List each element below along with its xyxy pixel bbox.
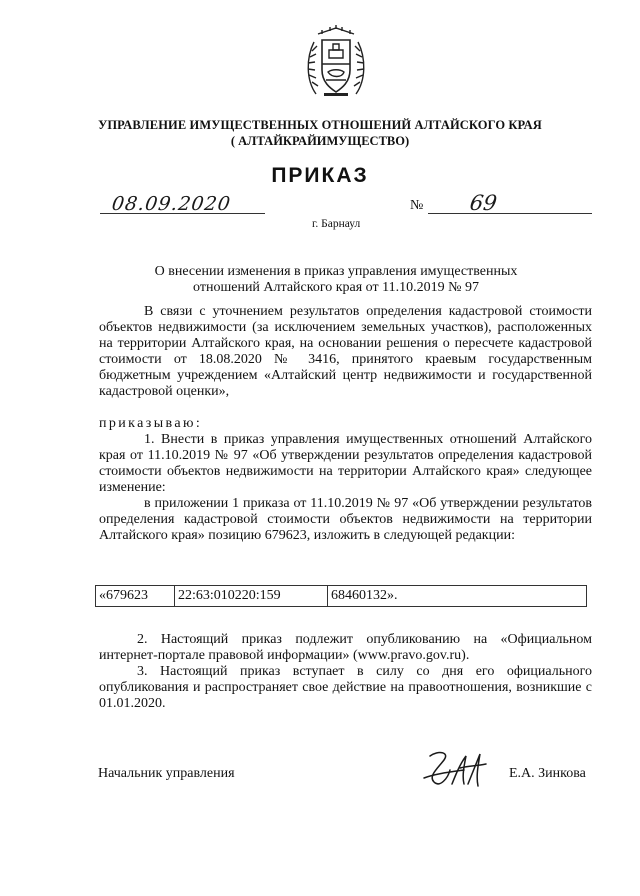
- order-word: приказываю:: [99, 416, 203, 431]
- preamble-paragraph: В связи с уточнением результатов определения кадастровой стоимости объектов недвижимости (за исключением земельных участков), расположенных на территории Алтайского края, на основании решения о пересчете кадастровой стоимости от 18.08.2020 № 3416, принятого краевым государственным бюджетным учреждением «Алтайский центр недвижимости и государственной кадастровой оценки»,: [99, 304, 592, 399]
- record-table: [95, 585, 587, 607]
- cadastral-value-cell: 68460132».: [328, 586, 587, 607]
- document-number: 69: [468, 191, 499, 215]
- date-underline: [100, 212, 265, 214]
- city: г. Барнаул: [312, 218, 361, 230]
- clause-1: 1. Внести в приказ управления имущественных отношений Алтайского края от 11.10.2019 № 97 «Об утверждении результатов определения кадастровой стоимости объектов недвижимости на территории Алтайского края» следующее изменение:: [99, 432, 592, 495]
- organization-name: УПРАВЛЕНИЕ ИМУЩЕСТВЕННЫХ ОТНОШЕНИЙ АЛТАЙСКОГО КРАЯ: [98, 118, 542, 132]
- position-cell: «679623: [96, 586, 175, 607]
- number-underline: [428, 212, 592, 214]
- organization-short-name: ( АЛТАЙКРАЙИМУЩЕСТВО): [230, 134, 410, 148]
- coat-of-arms-icon: [304, 24, 368, 98]
- number-label: №: [410, 198, 424, 213]
- signatory-name: Е.А. Зинкова: [509, 766, 586, 781]
- cadastral-number-cell: 22:63:010220:159: [175, 586, 328, 607]
- document-subject: О внесении изменения в приказ управления имущественных отношений Алтайского края от 11.10.2019 № 97: [154, 264, 518, 295]
- clause-2: 2. Настоящий приказ подлежит опубликованию на «Официальном интернет-портале правовой информации» (www.pravo.gov.ru).: [99, 632, 592, 663]
- handwritten-signature-icon: [420, 748, 492, 792]
- document-title: ПРИКАЗ: [271, 164, 369, 187]
- clause-1-detail: в приложении 1 приказа от 11.10.2019 № 97 «Об утверждении результатов определения кадастровой стоимости объектов недвижимости на территории Алтайского края» позицию 679623, изложить в следующей редакции:: [99, 496, 592, 543]
- table-row: [96, 586, 587, 607]
- document-date: 08.09.2020: [110, 193, 233, 215]
- signatory-position: Начальник управления: [98, 766, 235, 781]
- clause-3: 3. Настоящий приказ вступает в силу со дня его официального опубликования и распространяет свое действие на правоотношения, возникшие с 01.01.2020.: [99, 664, 592, 711]
